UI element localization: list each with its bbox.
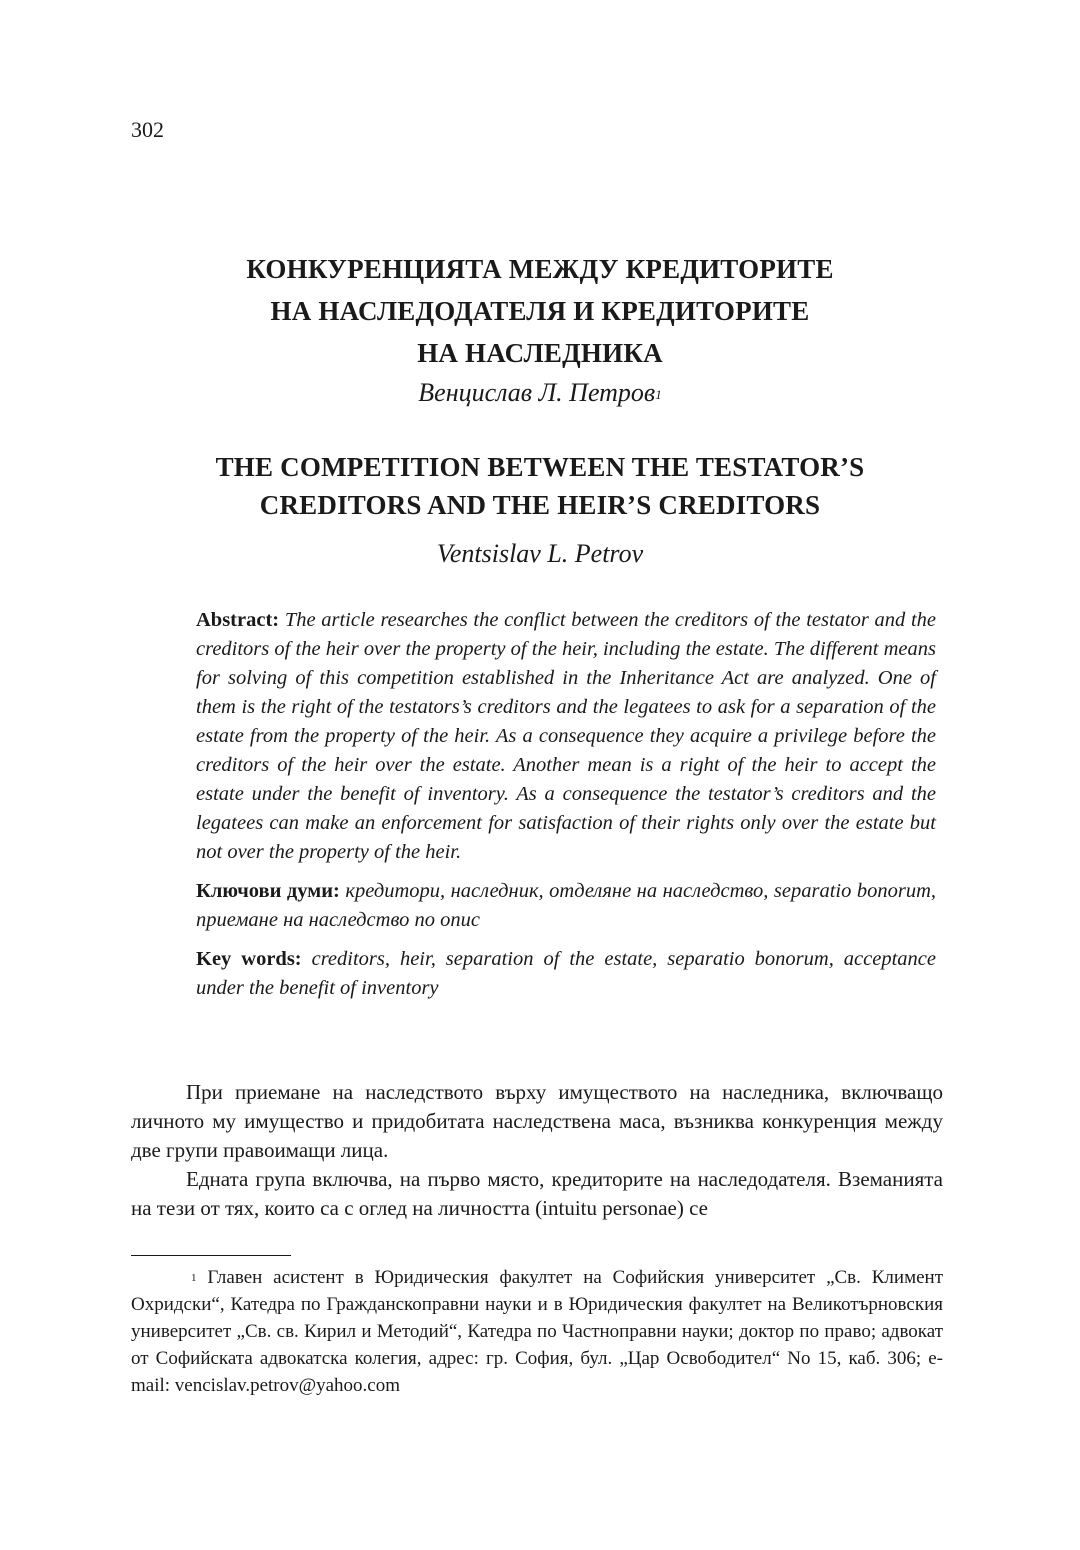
title-line: НА НАСЛЕДНИКА	[417, 338, 663, 368]
article-title-bulgarian	[130, 248, 950, 374]
keywords-bg-label: Ключови думи:	[196, 880, 340, 902]
title-line: КОНКУРЕНЦИЯТА МЕЖДУ КРЕДИТОРИТЕ	[246, 254, 834, 284]
footnote-divider	[131, 1255, 291, 1256]
title-line: CREDITORS AND THE HEIR’S CREDITORS	[259, 490, 821, 520]
keywords-bulgarian	[196, 877, 936, 935]
abstract-section	[196, 606, 936, 1003]
author-english: Ventsislav L. Petrov	[436, 539, 644, 568]
title-line: НА НАСЛЕДОДАТЕЛЯ И КРЕДИТОРИТЕ	[270, 296, 810, 326]
title-line: THE COMPETITION BETWEEN THE TESTATOR’S	[215, 452, 865, 482]
article-title-english	[130, 448, 950, 524]
footnote	[131, 1264, 943, 1399]
author-bulgarian	[130, 376, 950, 410]
abstract-text: The article researches the conflict between the creditors of the testator and the creditors of the heir over the property of the heir, including the estate. The different means for solving of this competition established in the Inheritance Act are analyzed. One of them is the right of the testators’s creditors and the legatees to ask for a separation of the estate from the property of the heir. As a consequence they acquire a privilege before the creditors of the heir over the estate. Another mean is a right of the heir to accept the estate under the benefit of inventory. As a consequence the testator’s creditors and the legatees can make an enforcement for satisfaction of their rights only over the estate but not over the property of the heir.	[196, 609, 937, 863]
keywords-english	[196, 945, 936, 1003]
footnote-mark: 1	[191, 1272, 197, 1284]
abstract	[196, 606, 936, 867]
abstract-label: Abstract:	[196, 609, 280, 631]
keywords-en-text: creditors, heir, separation of the estate, separatio bonorum, acceptance under the benefit of inventory	[196, 948, 937, 999]
body-paragraph: При приемане на наследството върху имуществото на наследника, включващо личното му имущество и придобитата наследствена маса, възниква конкуренция между две групи правоимащи лица.	[131, 1080, 943, 1162]
body-paragraph: Едната група включва, на първо място, кредиторите на наследодателя. Вземанията на тези от тях, които са с оглед на личността (intuitu personae) се	[131, 1167, 943, 1220]
footnote-text: Главен асистент в Юридическия факултет на Софийския университет „Св. Климент Охридски“, Катедра по Гражданскоправни науки и в Юридическия факултет на Великотърновския университет „Св. св. Кирил и Методий“, Катедра по Частноправни науки; доктор по право; адвокат от Софийската адвокатска колегия, адрес: гр. София, бул. „Цар Освободител“ No 15, каб. 306; e-mail: vencislav.petrov@yahoo.com	[131, 1267, 944, 1396]
keywords-bg-text: кредитори, наследник, отделяне на наследство, separatio bonorum, приемане на наследство по опис	[196, 880, 936, 931]
body-text	[131, 1078, 943, 1223]
page-number: 302	[131, 117, 164, 142]
keywords-en-label: Key words:	[196, 948, 302, 970]
footnote-reference[interactable]: 1	[655, 387, 662, 402]
footnote-paragraph	[131, 1264, 943, 1399]
author-name: Венцислав Л. Петров	[418, 378, 656, 407]
